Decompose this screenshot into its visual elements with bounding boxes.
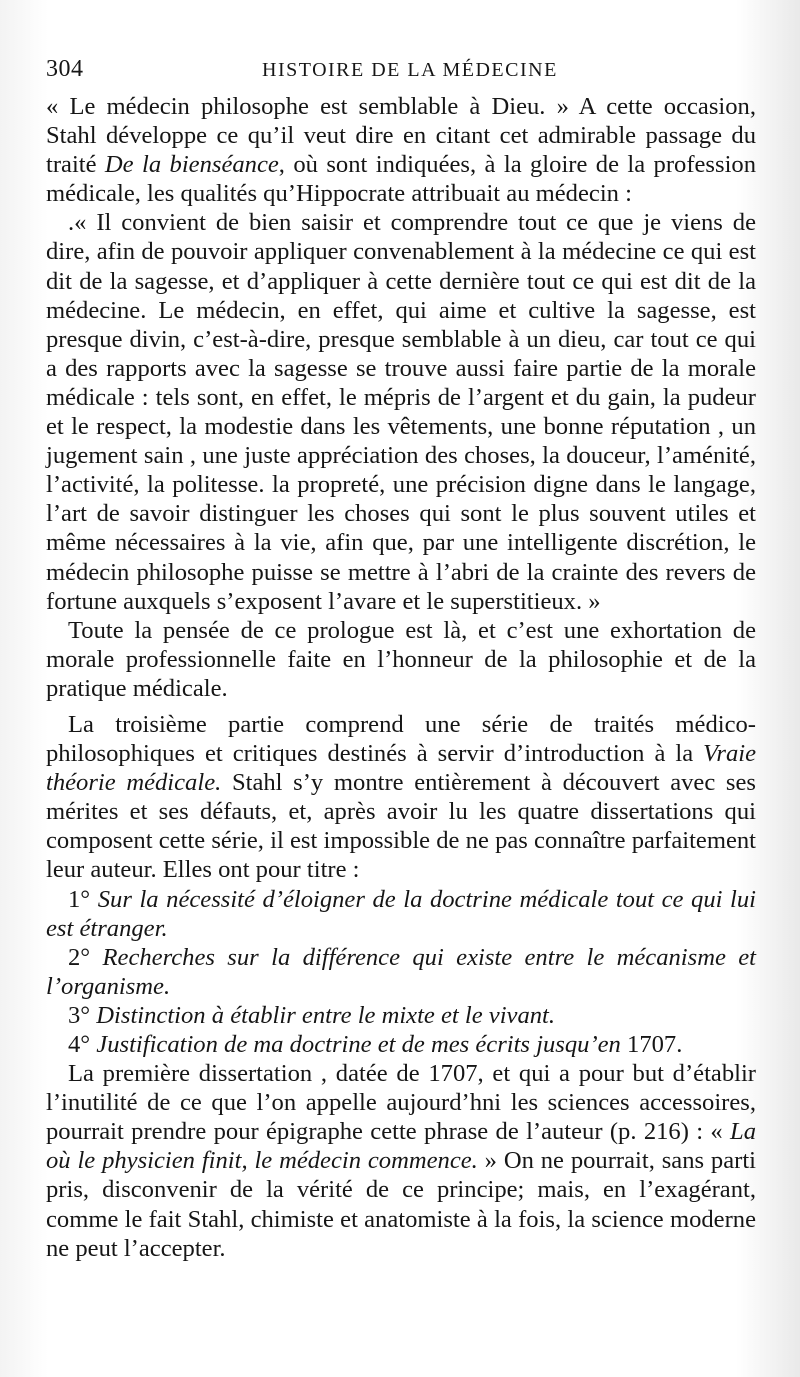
- paragraph-gap: [46, 703, 756, 710]
- list-title: Sur la nécessité d’éloigner de la doctrine médicale tout ce qui lui est étranger.: [46, 885, 756, 942]
- treatise-title: De la bienséance: [104, 151, 279, 179]
- list-year: 1707.: [627, 1031, 683, 1058]
- list-number: 1°: [68, 885, 91, 913]
- paragraph-text: , où sont indiquées, à la gloire de la profession médicale, les qualités qu’Hippocrate attribuait au médecin :: [46, 151, 757, 208]
- paragraph-hippocrates-quote: .« Il convient de bien saisir et comprendre tout ce que je viens de dire, afin de pouvoir appliquer convenablement à la médecine ce qui est dit de la sagesse, et d’appliquer à cette dernière tout ce qui est dit de la médecine. Le médecin, en effet, qui aime et cultive la sagesse, est presque divin, c’est-à-dire, presque semblable à un dieu, car tout ce qui a des rapports avec la sagesse se trouve aussi faire partie de la morale médicale : tels sont, en effet, le mépris de l’argent et du gain, la pudeur et le respect, la modestie dans les vêtements, une bonne réputation , un jugement sain , une juste appréciation des choses, la douceur, l’aménité, l’activité, la politesse. la propreté, une précision digne dans le langage, l’art de savoir distinguer les choses qui sont le plus souvent utiles et même nécessaires à la vie, afin que, par une intelligente discrétion, le médecin philosophe puisse se mettre à l’abri de la crainte des revers de fortune auxquels s’exposent l’avare et le superstitieux. »: [46, 209, 756, 615]
- list-title: Justification de ma doctrine et de mes écrits jusqu’en: [96, 1031, 621, 1058]
- work-title: Vraie théorie médicale.: [46, 740, 756, 797]
- list-item: [46, 885, 756, 943]
- list-item: [46, 1001, 756, 1030]
- list-title: Distinction à établir entre le mixte et le vivant.: [96, 1001, 556, 1029]
- paragraph-prologue: Toute la pensée de ce prologue est là, et c’est une exhortation de morale professionnelle faite en l’honneur de la philosophie et de la pratique médicale.: [46, 616, 756, 702]
- list-title: Recherches sur la différence qui existe entre le mécanisme et l’organisme.: [46, 943, 756, 1000]
- paragraph-text: La troisième partie comprend une série de traités médico-philosophiques et critiques destinés à servir d’introduction à la: [46, 710, 756, 768]
- paragraph-text: « Le médecin philosophe est semblable à Dieu. » A cette occasion, Stahl développe ce qu’il veut dire en citant cet admirable passage du traité: [46, 93, 756, 179]
- paragraph-third-part: [46, 710, 756, 885]
- list-item: [46, 1030, 756, 1059]
- list-number: 4°: [68, 1031, 91, 1058]
- paragraph-first-dissertation: [46, 1059, 756, 1263]
- paragraph-text: La première dissertation , datée de 1707, et qui a pour but d’établir l’inutilité de ce que l’on appelle aujourd’hni les sciences accessoires, pourrait prendre pour épigraphe cette phrase de l’auteur (p. 216) : «: [46, 1060, 756, 1146]
- page-body: [46, 92, 756, 1263]
- running-title: HISTOIRE DE LA MÉDECINE: [262, 59, 558, 81]
- paragraph-text: Stahl s’y montre entièrement à découvert avec ses mérites et ses défauts, et, après avoir lu les quatre dissertations qui composent cette série, il est impossible de ne pas connaître parfaitement leur auteur. Elles ont pour titre :: [46, 769, 756, 884]
- page-header: [46, 56, 762, 90]
- paragraph-quote-intro: [46, 92, 756, 208]
- page-number: 304: [46, 56, 84, 82]
- list-item: [46, 943, 756, 1001]
- list-number: 2°: [68, 943, 91, 971]
- quoted-epigraph: La où le physicien finit, le médecin commence.: [46, 1118, 756, 1175]
- paragraph-text: » On ne pourrait, sans parti pris, disconvenir de la vérité de ce principe; mais, en l’exagérant, comme le fait Stahl, chimiste et anatomiste à la fois, la science moderne ne peut l’accepter.: [46, 1147, 756, 1262]
- list-number: 3°: [68, 1001, 91, 1029]
